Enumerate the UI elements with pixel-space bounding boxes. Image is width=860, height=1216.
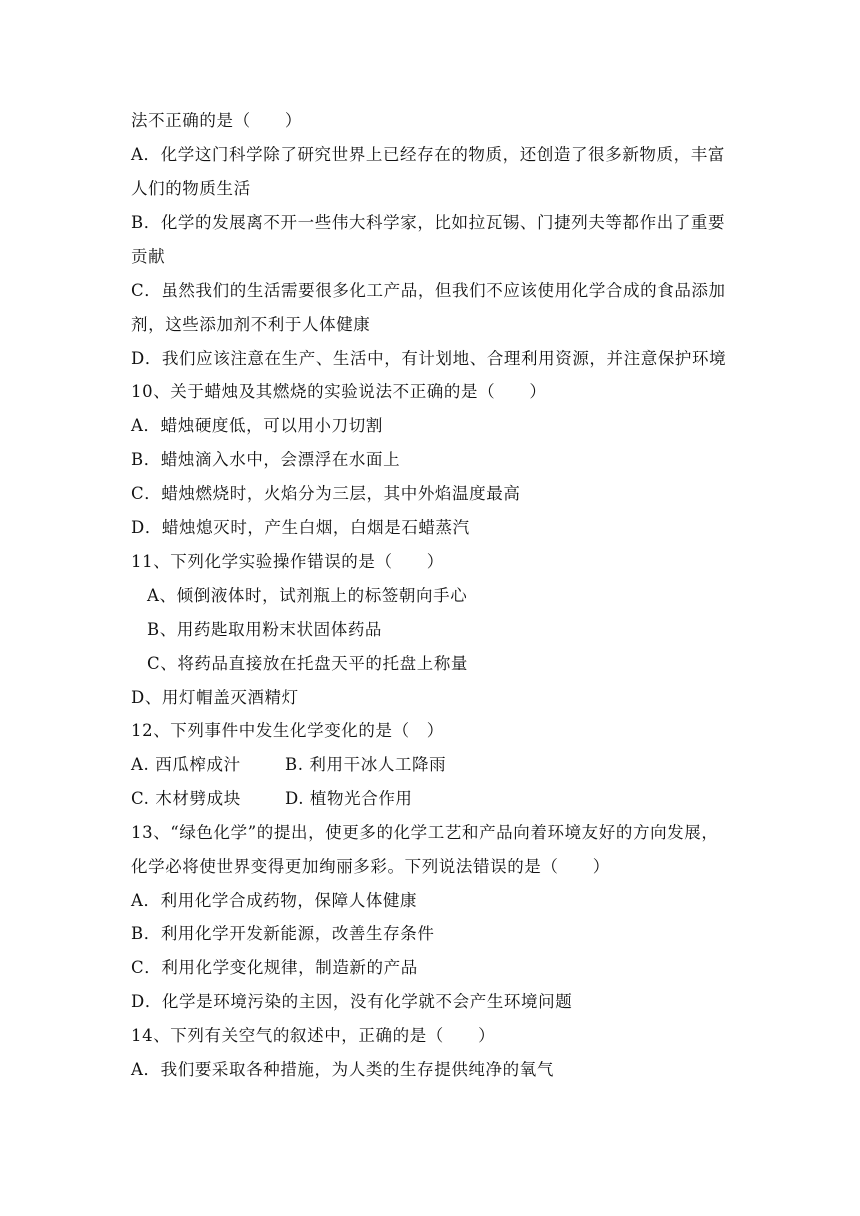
- q9-option-c-continuation: 剂，这些添加剂不利于人体健康: [131, 315, 371, 334]
- q9-option-a: A．化学这门科学除了研究世界上已经存在的物质，还创造了很多新物质，丰富: [131, 145, 725, 164]
- q12-options-row-1: [131, 754, 446, 776]
- q14-stem: 14、下列有关空气的叙述中，正确的是（ ）: [131, 1026, 496, 1045]
- q12-option-c: C. 木材劈成块: [131, 789, 241, 808]
- q13-stem-continuation: 化学必将使世界变得更加绚丽多彩。下列说法错误的是（ ）: [131, 857, 610, 876]
- q9-option-d: D．我们应该注意在生产、生活中，有计划地、合理利用资源，并注意保护环境: [131, 349, 727, 368]
- q14-option-a: A．我们要采取各种措施，为人类的生存提供纯净的氧气: [131, 1060, 554, 1079]
- q10-option-d: D．蜡烛熄灭时，产生白烟，白烟是石蜡蒸汽: [131, 518, 470, 537]
- q9-option-c: C．虽然我们的生活需要很多化工产品，但我们不应该使用化学合成的食品添加: [131, 281, 726, 300]
- q12-stem: 12、下列事件中发生化学变化的是（ ）: [131, 721, 444, 740]
- q13-option-b: B．利用化学开发新能源，改善生存条件: [131, 924, 435, 943]
- q13-option-c: C．利用化学变化规律，制造新的产品: [131, 958, 418, 977]
- q11-option-b: B、用药匙取用粉末状固体药品: [147, 620, 383, 639]
- q12-options-row-2: [131, 788, 413, 810]
- q12-option-a: A. 西瓜榨成汁: [131, 755, 241, 774]
- q10-option-c: C．蜡烛燃烧时，火焰分为三层，其中外焰温度最高: [131, 484, 521, 503]
- q12-option-d: D. 植物光合作用: [285, 789, 413, 808]
- q10-option-b: B．蜡烛滴入水中，会漂浮在水面上: [131, 450, 401, 469]
- q10-option-a: A．蜡烛硬度低，可以用小刀切割: [131, 416, 383, 435]
- q10-stem: 10、关于蜡烛及其燃烧的实验说法不正确的是（ ）: [131, 382, 547, 401]
- q13-stem: 13、“绿色化学”的提出，使更多的化学工艺和产品向着环境友好的方向发展，: [131, 823, 719, 842]
- q13-option-a: A．利用化学合成药物，保障人体健康: [131, 891, 418, 910]
- q11-stem: 11、下列化学实验操作错误的是（ ）: [131, 552, 444, 571]
- q11-option-d: D、用灯帽盖灭酒精灯: [131, 688, 299, 707]
- q9-stem-continuation: 法不正确的是（ ）: [131, 111, 302, 130]
- q12-option-b: B. 利用干冰人工降雨: [285, 755, 447, 774]
- q9-option-b-continuation: 贡献: [131, 247, 166, 266]
- q11-option-a: A、倾倒液体时，试剂瓶上的标签朝向手心: [147, 586, 468, 605]
- q13-option-d: D．化学是环境污染的主因，没有化学就不会产生环境问题: [131, 992, 573, 1011]
- q9-option-b: B．化学的发展离不开一些伟大科学家，比如拉瓦锡、门捷列夫等都作出了重要: [131, 213, 726, 232]
- q9-option-a-continuation: 人们的物质生活: [131, 179, 251, 198]
- q11-option-c: C、将药品直接放在托盘天平的托盘上称量: [147, 654, 469, 673]
